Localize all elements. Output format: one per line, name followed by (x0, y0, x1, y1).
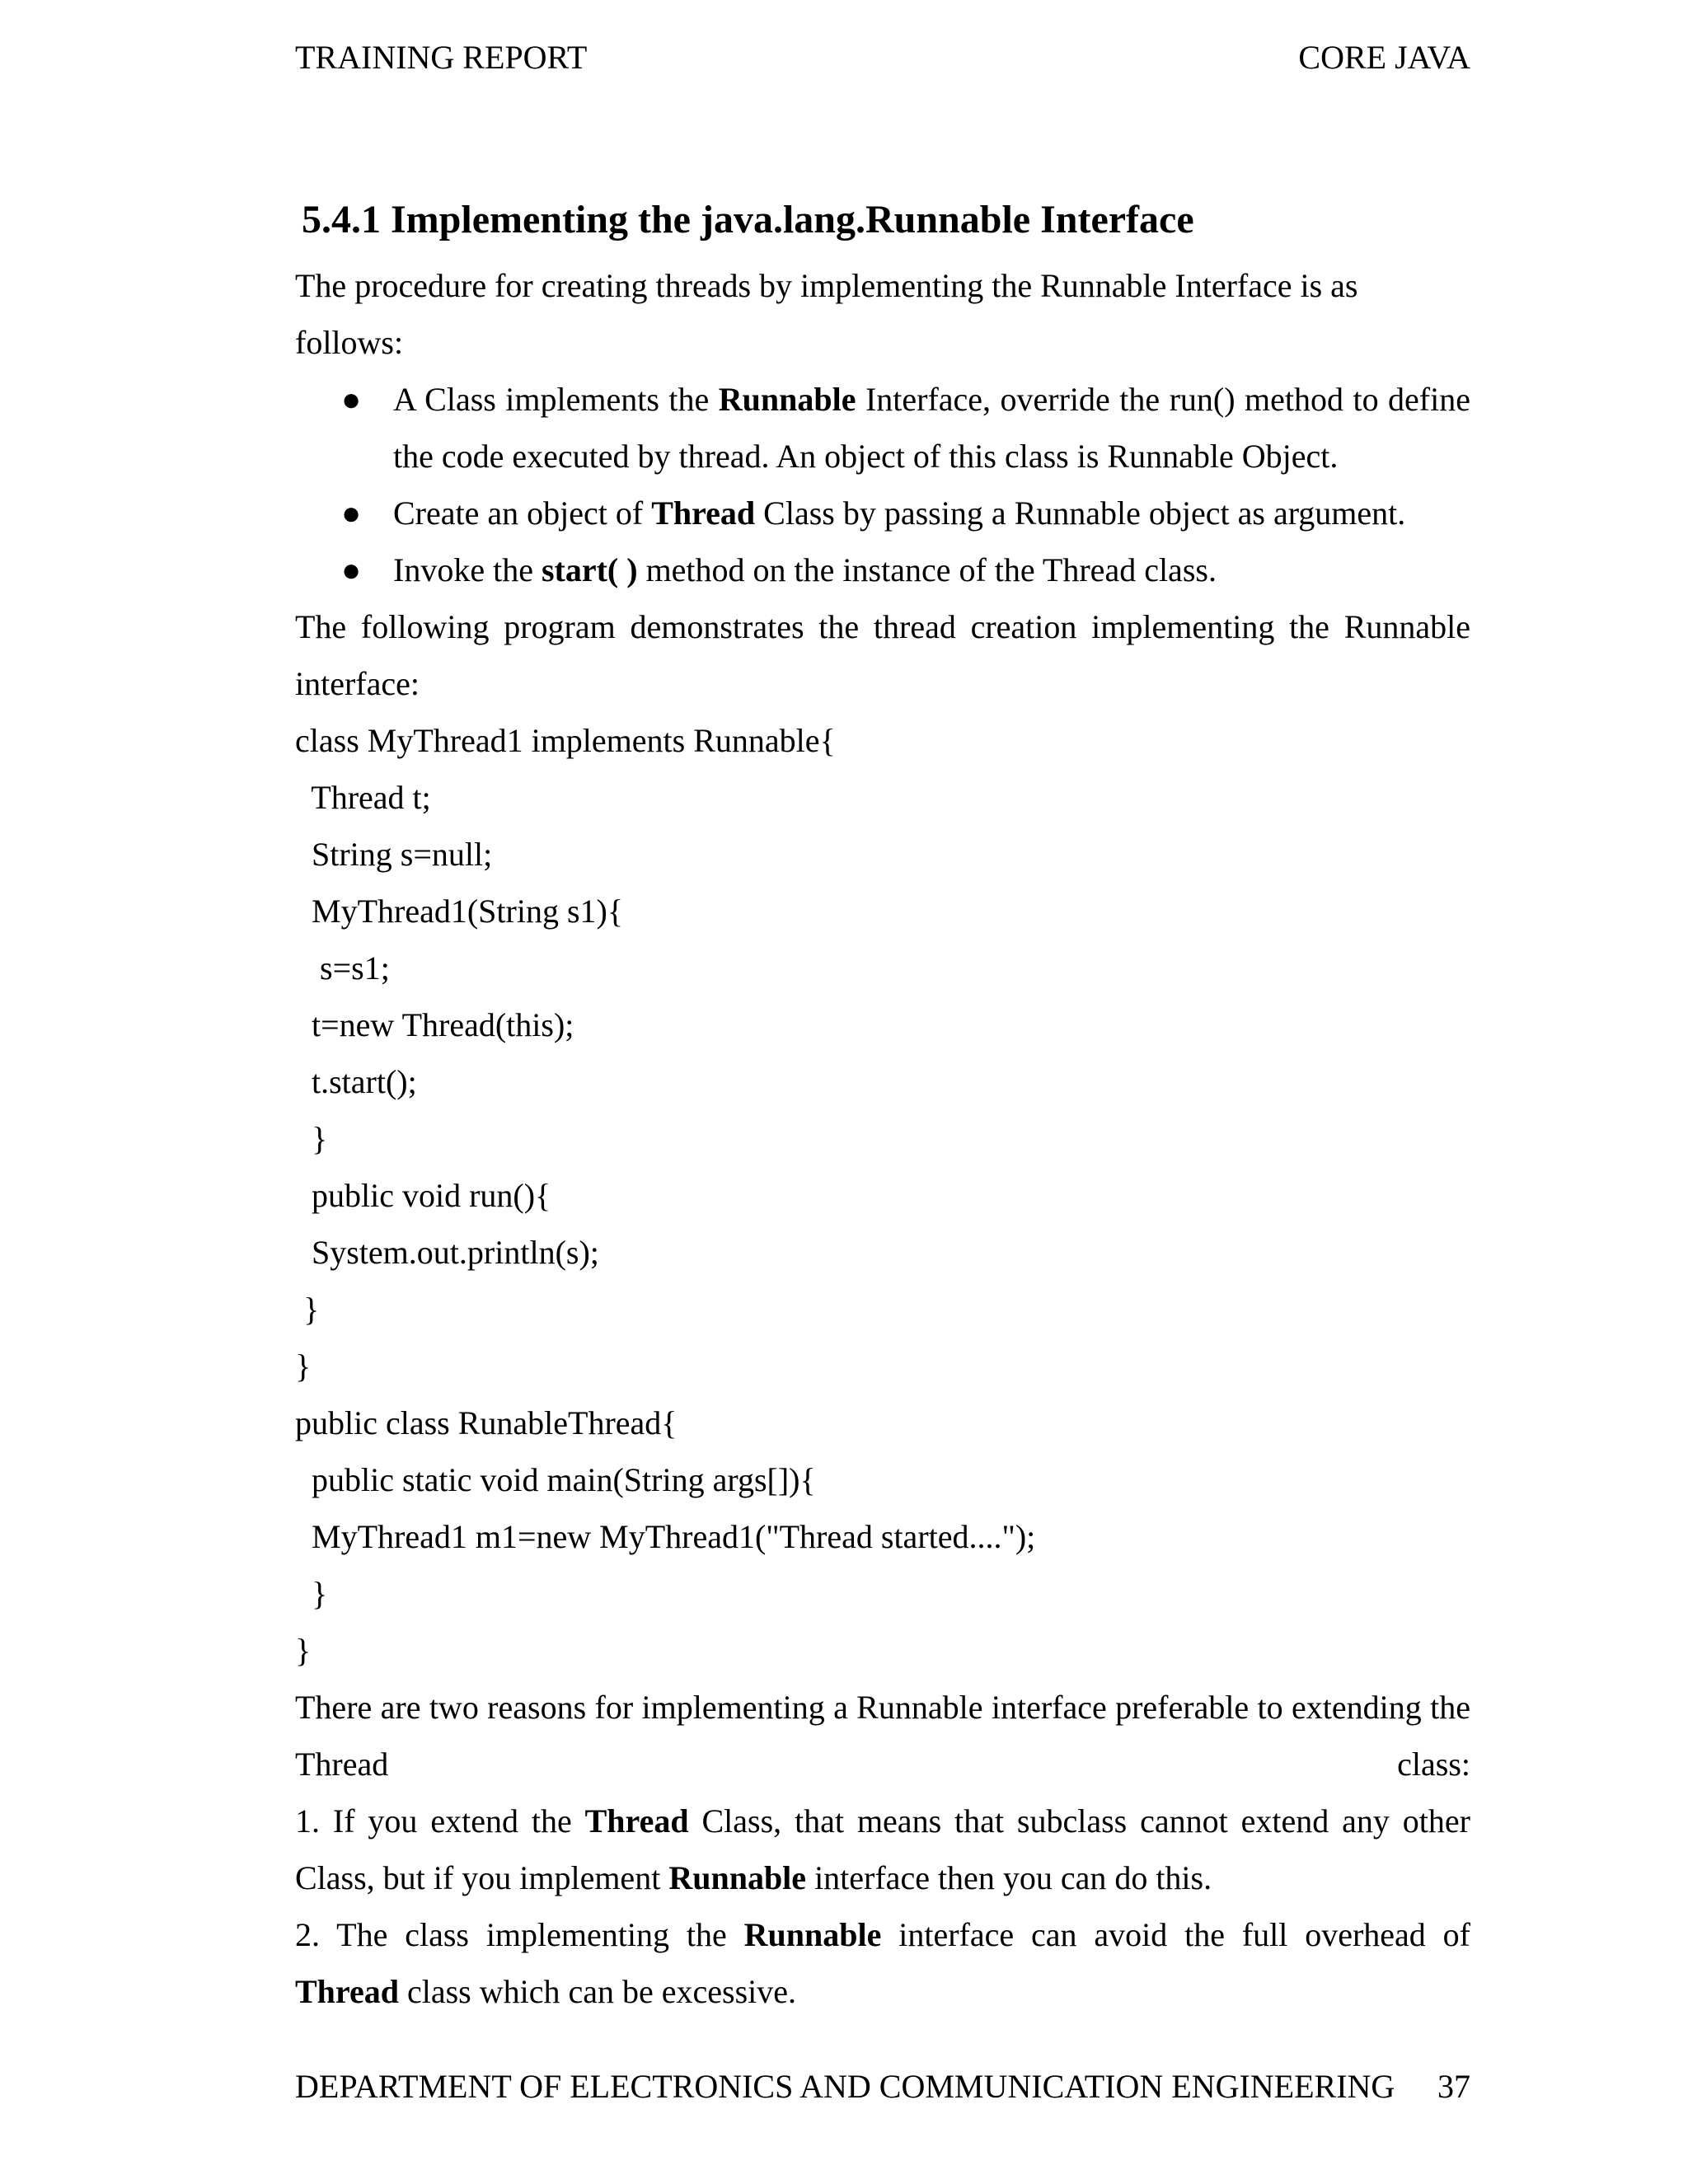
code-line: } (295, 1632, 312, 1669)
bullet-icon: ● (341, 381, 362, 418)
code-line: t.start(); (295, 1063, 417, 1100)
code-line: System.out.println(s); (295, 1234, 599, 1271)
page-footer (295, 2069, 1470, 2105)
code-line: public static void main(String args[]){ (295, 1461, 816, 1498)
code-line: class MyThread1 implements Runnable{ (295, 722, 836, 759)
header-right: CORE JAVA (1298, 39, 1470, 76)
code-line: } (295, 1347, 312, 1385)
footer-department: DEPARTMENT OF ELECTRONICS AND COMMUNICATION ENGINEERING (295, 2068, 1395, 2105)
code-line: s=s1; (295, 949, 390, 987)
reasons-intro-line: There are two reasons for implementing a Runnable interface preferable to extending the (295, 1689, 1470, 1726)
header-left: TRAINING REPORT (295, 39, 588, 76)
code-line: public class RunableThread{ (295, 1404, 678, 1441)
section-title: 5.4.1 Implementing the java.lang.Runnable Interface (302, 198, 1194, 241)
code-line: Thread t; (295, 779, 431, 816)
code-line: } (295, 1291, 320, 1328)
reason-2: 2. The class implementing the Runnable interface can avoid the full overhead of Thread class which can be excessive. (295, 1916, 1470, 2010)
demo-paragraph: The following program demonstrates the thread creation implementing the Runnable interface: (295, 608, 1470, 702)
list-item: ● Invoke the start( ) method on the instance of the Thread class. (295, 541, 1470, 598)
reasons-intro-right: class: (1397, 1746, 1470, 1783)
reasons-intro-split (295, 1736, 1470, 1793)
code-line: } (295, 1120, 328, 1157)
reason-1: 1. If you extend the Thread Class, that means that subclass cannot extend any other Class, but if you implement Runnable interface then you can do this. (295, 1802, 1470, 1896)
list-item: ● Create an object of Thread Class by passing a Runnable object as argument. (295, 485, 1470, 541)
page-body (295, 194, 1470, 2020)
steps-list (295, 371, 1470, 598)
code-line: MyThread1(String s1){ (295, 893, 624, 930)
list-item: ● A Class implements the Runnable Interface, override the run() method to define the code executed by thread. An object of this class is Runnable Object. (295, 371, 1470, 485)
page-number: 37 (1437, 2068, 1470, 2105)
code-line: public void run(){ (295, 1177, 551, 1214)
reasons-intro-left: Thread (295, 1746, 389, 1783)
code-line: MyThread1 m1=new MyThread1("Thread started...."); (295, 1518, 1036, 1555)
code-line: t=new Thread(this); (295, 1006, 574, 1043)
bullet-icon: ● (341, 551, 362, 588)
code-line: String s=null; (295, 836, 493, 873)
intro-paragraph: The procedure for creating threads by implementing the Runnable Interface is as follows: (295, 267, 1358, 361)
bullet-icon: ● (341, 494, 362, 532)
code-line: } (295, 1575, 328, 1612)
code-listing (295, 712, 1470, 1679)
